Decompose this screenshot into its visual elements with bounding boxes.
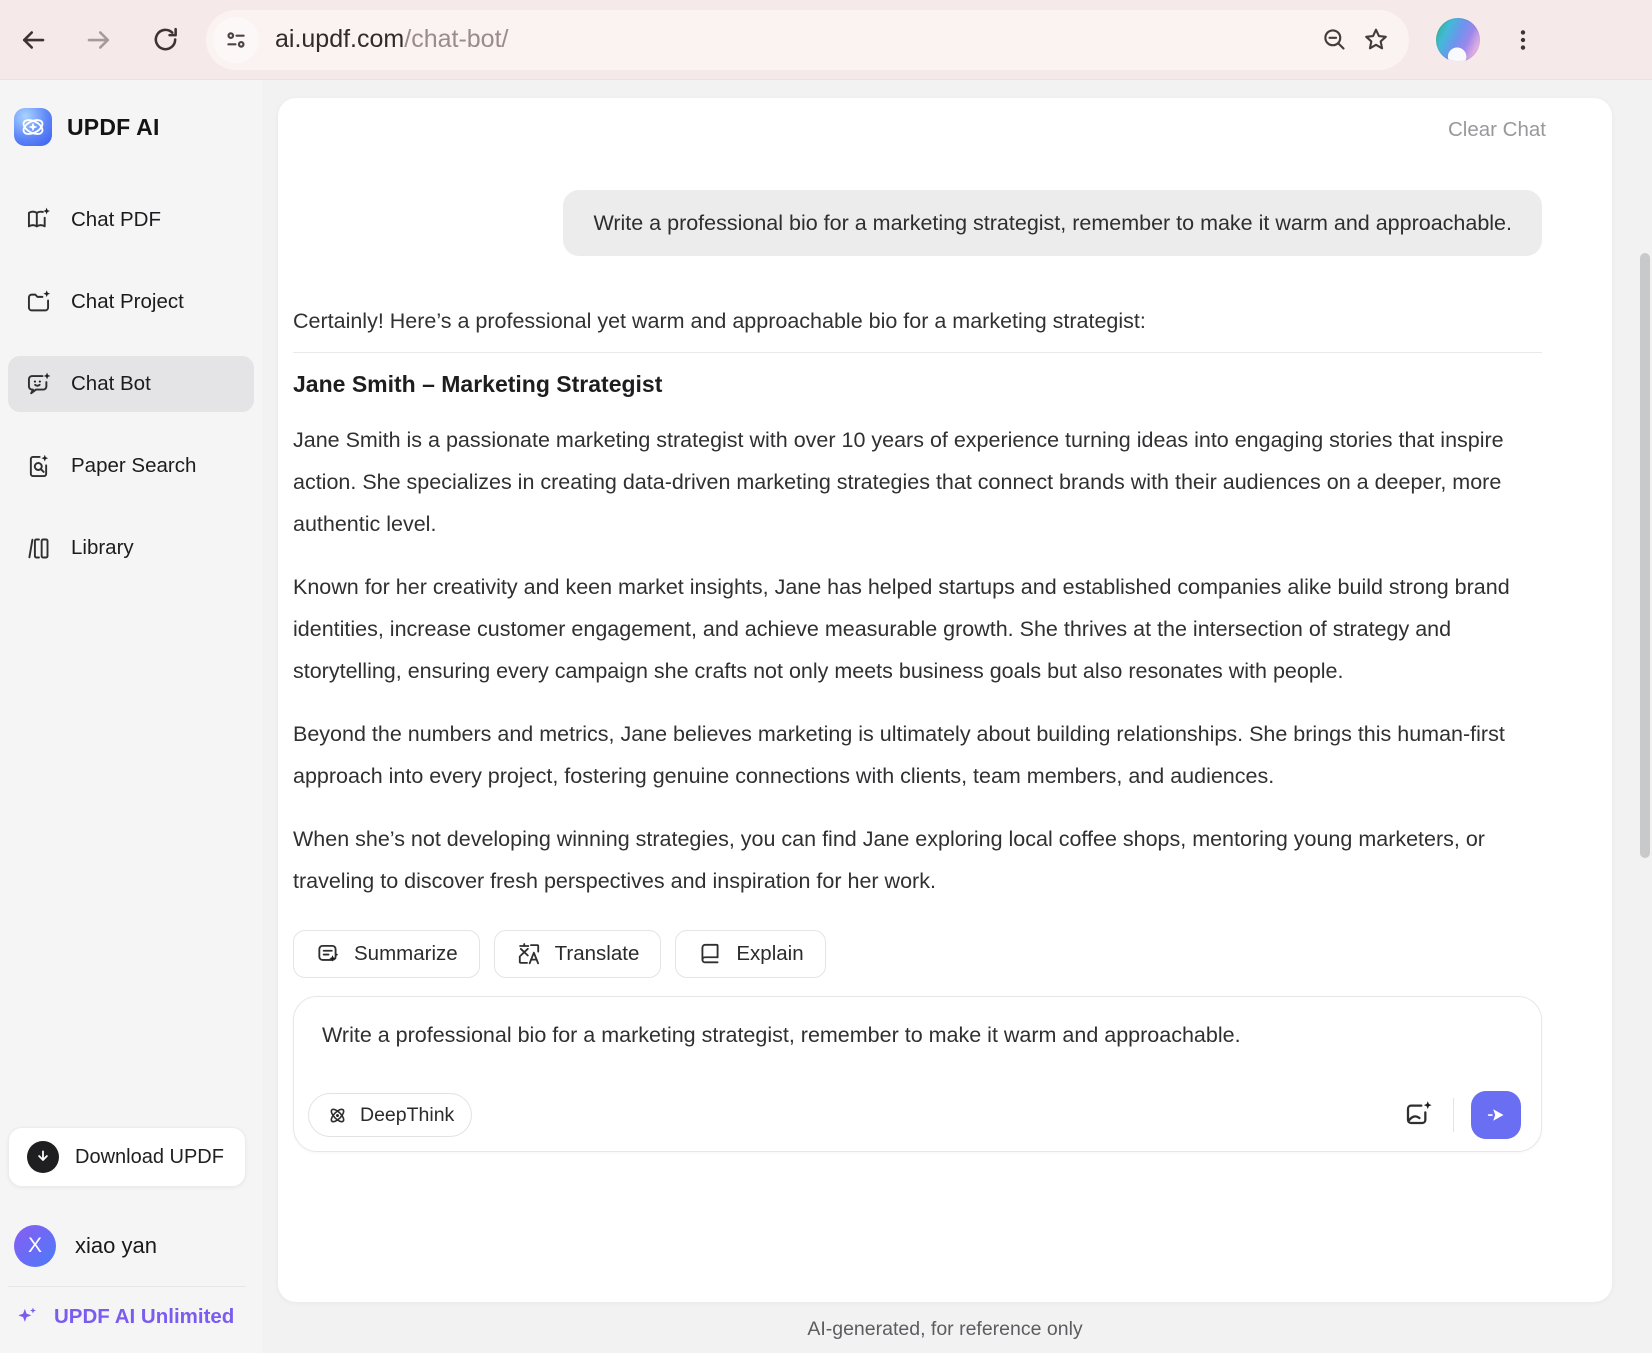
upgrade-link[interactable] xyxy=(14,1304,234,1330)
paper-search-icon xyxy=(25,453,52,480)
user-name: xiao yan xyxy=(75,1233,157,1258)
kebab-menu-icon xyxy=(1510,27,1536,53)
message-input-value: Write a professional bio for a marketing strategist, remember to make it warm and approachable. xyxy=(322,1023,1241,1047)
brand xyxy=(14,108,160,146)
reload-button[interactable] xyxy=(144,19,186,61)
main-area xyxy=(262,80,1652,1353)
download-icon xyxy=(27,1141,59,1173)
url-text xyxy=(275,25,508,54)
url-host: ai.updf.com xyxy=(275,25,405,53)
sidebar-item-chat-pdf[interactable] xyxy=(8,192,254,248)
user-message-bubble: Write a professional bio for a marketing strategist, remember to make it warm and approachable. xyxy=(563,190,1542,256)
response-paragraph: Beyond the numbers and metrics, Jane believes marketing is ultimately about building relationships. She brings this human-first approach into every project, fostering genuine connections with clients, team members, and audiences. xyxy=(293,722,1505,788)
translate-icon xyxy=(516,941,542,967)
composer-divider xyxy=(1453,1098,1454,1132)
attach-image-button[interactable] xyxy=(1400,1097,1436,1133)
image-icon xyxy=(1402,1099,1434,1131)
url-path: /chat-bot/ xyxy=(404,25,509,53)
summarize-icon xyxy=(315,941,341,967)
deepthink-atom-icon xyxy=(326,1104,349,1127)
profile-avatar[interactable] xyxy=(1436,18,1480,62)
updf-ai-logo-icon xyxy=(14,108,52,146)
user-avatar: X xyxy=(14,1225,56,1267)
send-button[interactable] xyxy=(1471,1091,1521,1139)
zoom-out-icon xyxy=(1321,26,1348,53)
chat-panel xyxy=(278,98,1612,1302)
response-heading: Jane Smith – Marketing Strategist xyxy=(293,371,663,397)
response-paragraph: Known for her creativity and keen market insights, Jane has helped startups and established companies alike build strong brand identities, increase customer engagement, and achieve measurable growth. She thrives at the intersection of strategy and storytelling, ensuring every campaign she crafts not only meets business goals but also resonates with people. xyxy=(293,575,1510,683)
scrollbar-thumb[interactable] xyxy=(1640,253,1650,858)
sidebar-item-label: Paper Search xyxy=(71,454,197,477)
response-actions xyxy=(293,930,1542,978)
upgrade-label: UPDF AI Unlimited xyxy=(54,1305,235,1328)
sidebar-nav xyxy=(0,192,262,602)
sidebar-item-paper-search[interactable] xyxy=(8,438,254,494)
browser-toolbar xyxy=(0,0,1652,80)
sidebar-item-label: Chat Bot xyxy=(71,372,151,395)
bot-bubble-icon xyxy=(25,371,52,398)
book-chat-icon xyxy=(25,207,52,234)
reload-icon xyxy=(151,25,180,54)
sparkle-icon xyxy=(14,1304,40,1330)
sidebar xyxy=(0,80,262,1353)
ai-disclaimer: AI-generated, for reference only xyxy=(807,1318,1083,1340)
site-settings-button[interactable] xyxy=(213,17,259,63)
back-arrow-icon xyxy=(18,25,48,55)
bookmark-button[interactable] xyxy=(1355,19,1397,61)
back-button[interactable] xyxy=(12,19,54,61)
url-bar[interactable] xyxy=(206,10,1409,70)
sidebar-item-chat-bot[interactable] xyxy=(8,356,254,412)
folder-icon xyxy=(25,289,52,316)
response-paragraph: When she’s not developing winning strategies, you can find Jane exploring local coffee shops, mentoring young marketers, or traveling to discover fresh perspectives and inspiration for her work. xyxy=(293,827,1485,893)
summarize-button[interactable] xyxy=(293,930,480,978)
sidebar-divider xyxy=(8,1286,246,1287)
tune-icon xyxy=(223,27,249,53)
explain-button[interactable] xyxy=(675,930,825,978)
clear-chat-button[interactable]: Clear Chat xyxy=(1448,118,1546,141)
sidebar-item-library[interactable] xyxy=(8,520,254,576)
action-label: Explain xyxy=(736,942,804,965)
translate-button[interactable] xyxy=(494,930,662,978)
response-intro: Certainly! Here’s a professional yet warm and approachable bio for a marketing strategist: xyxy=(293,309,1146,333)
download-updf-button[interactable] xyxy=(8,1127,246,1187)
forward-arrow-icon xyxy=(84,25,114,55)
deepthink-toggle[interactable] xyxy=(308,1093,472,1137)
explain-icon xyxy=(697,941,723,967)
message-input[interactable] xyxy=(293,996,1542,1152)
send-icon xyxy=(1484,1103,1508,1127)
forward-button[interactable] xyxy=(78,19,120,61)
sidebar-item-label: Chat Project xyxy=(71,290,184,313)
zoom-out-button[interactable] xyxy=(1313,19,1355,61)
sidebar-item-chat-project[interactable] xyxy=(8,274,254,330)
download-updf-label: Download UPDF xyxy=(75,1145,224,1168)
action-label: Summarize xyxy=(354,942,458,965)
response-divider xyxy=(293,352,1542,353)
star-icon xyxy=(1362,26,1390,54)
user-account-row[interactable] xyxy=(14,1222,254,1270)
brand-name: UPDF AI xyxy=(67,113,160,140)
sidebar-item-label: Library xyxy=(71,536,134,559)
response-paragraph: Jane Smith is a passionate marketing strategist with over 10 years of experience turning ideas into engaging stories that inspire action. She specializes in creating data-driven marketing strategies that connect brands with their audiences on a deeper, more authentic level. xyxy=(293,428,1504,536)
action-label: Translate xyxy=(554,942,640,965)
library-icon xyxy=(25,535,52,562)
browser-menu-button[interactable] xyxy=(1502,19,1544,61)
composer-toolbar xyxy=(308,1091,1521,1139)
sidebar-item-label: Chat PDF xyxy=(71,208,161,231)
deepthink-label: DeepThink xyxy=(360,1103,455,1126)
